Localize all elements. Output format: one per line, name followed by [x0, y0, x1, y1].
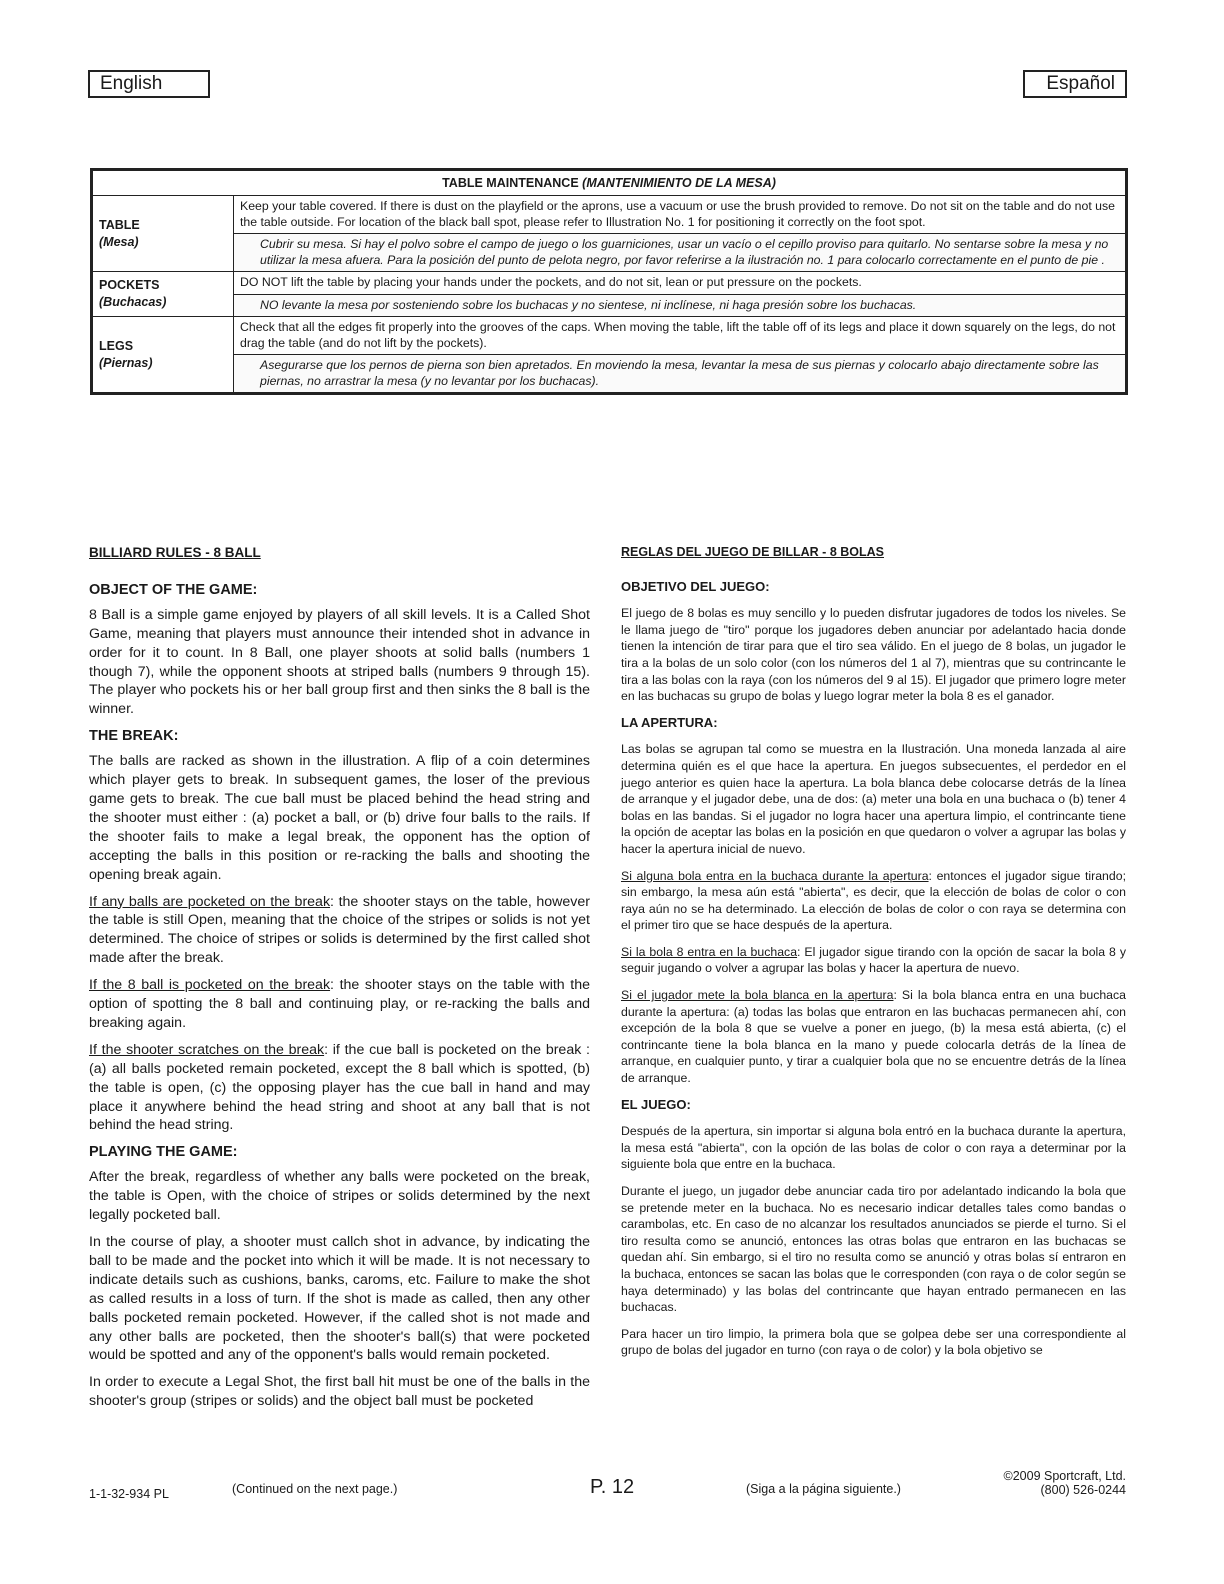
maintenance-text-en: DO NOT lift the table by placing your hands under the pockets, and do not sit, lean or put pressure on the pockets. [234, 272, 1127, 295]
phone-number: (800) 526-0244 [1040, 1483, 1126, 1497]
paragraph [621, 944, 1126, 977]
paragraph: Durante el juego, un jugador debe anunciar cada tiro por adelantado indicando la bola que se pretende meter en la buchaca. No es necesario indicar detalles tales como bandas o carambolas, etc. En caso de no alcanzar los resultados anunciados se pierde el turno. Si el tiro resulta como se anunció, entonces las otras bolas que entraron en las buchacas se quedan ahí. Sin embargo, si el tiro no resulta como se anunció y otras bolas sí entraron en la buchaca, entonces se sacan las bolas que le corresponden (con raya o de color según se haya determinado) y las bolas del contrincante que hayan entrado permanecen en las buchacas. [621, 1184, 1126, 1315]
paragraph [89, 1041, 590, 1136]
section-heading: LA APERTURA: [621, 714, 718, 730]
rule-lead: Si el jugador mete la bola blanca en la apertura [621, 988, 894, 1003]
section-heading: OBJETIVO DEL JUEGO: [621, 578, 770, 594]
rules-title: BILLIARD RULES - 8 BALL [89, 545, 261, 560]
paragraph [89, 976, 590, 1033]
copyright-block [960, 1469, 1126, 1497]
rule-lead: If any balls are pocketed on the break [89, 893, 331, 910]
maintenance-header [92, 170, 1127, 196]
maintenance-row-label [92, 196, 234, 272]
maintenance-text-es: Asegurarse que los pernos de pierna son bien apretados. En moviendo la mesa, levantar la mesa de sus piernas y colocarlo abajo directamente sobre las piernas, no arrastrar la mesa (y no levantar por los buchacas). [234, 355, 1127, 394]
row-label-es: (Buchacas) [99, 295, 167, 309]
row-label-en: TABLE [99, 217, 140, 232]
paragraph: In order to execute a Legal Shot, the first ball hit must be one of the balls in the shooter's group (stripes or solids) and the object ball must be pocketed [89, 1374, 590, 1410]
table-maintenance-table [90, 168, 1128, 395]
rule-text: : El jugador sigue tirando con la opción de sacar la bola 8 y seguir jugando o volver a agrupar las bolas y hacer la apertura de nuevo. [621, 944, 1126, 976]
english-language-label: English [88, 70, 210, 98]
paragraph: Después de la apertura, sin importar si alguna bola entró en la buchaca durante la apertura, la mesa está "abierta", con la opción de las bolas de color o con raya a determinar por la siguiente bola que entre en la buchaca. [621, 1124, 1126, 1172]
maintenance-row-label [92, 317, 234, 394]
section-heading: EL JUEGO: [621, 1096, 691, 1112]
rule-text: : entonces el jugador sigue tirando; sin embargo, la mesa aún está "abierta", es decir, que la elección de bolas de color o con raya aún no se ha determinado. La elección de bolas de color o con raya se determina con el primer tiro que se hace después de la apertura. [621, 868, 1126, 933]
maintenance-text-en: Keep your table covered. If there is dust on the playfield or the aprons, use a vacuum or use the brush provided to remove. Do not sit on the table and do not use the table outside. For location of the black ball spot, please refer to Illustration No. 1 for positioning it correctly on the foot spot. [234, 196, 1127, 234]
paragraph: El juego de 8 bolas es muy sencillo y lo pueden disfrutar jugadores de todos los niveles. Se le llama juego de "tiro" porque los jugadores deben anunciar por adelantado hacia donde tienen la intención de tirar para que el tiro sea válido. En el juego de 8 bolas, un jugador le tira a la bolas de un solo color (con los números del 1 al 7), mientras que su contrincante le tira a las bolas con la raya (con los números del 9 al 15). El jugador que primero logre meter en las buchacas su grupo de bolas y luego lograr meter la bola 8 es el ganador. [621, 606, 1126, 704]
paragraph [89, 893, 590, 969]
continued-note-es: (Siga a la página siguiente.) [746, 1482, 901, 1496]
row-label-en: LEGS [99, 338, 134, 353]
maintenance-text-es: Cubrir su mesa. Si hay el polvo sobre el campo de juego o los guarniciones, usar un vacío o el cepillo proviso para quitarlo. No sentarse sobre la mesa y no utilizar la mesa afuera. Para la posición del punto de pelota negro, por favor referirse a la ilustración no. 1 para colocarlo correctamente en el punto de pie . [234, 234, 1127, 272]
maintenance-title-es: (MANTENIMIENTO DE LA MESA) [582, 176, 776, 190]
paragraph [621, 868, 1126, 934]
row-label-es: (Piernas) [99, 355, 153, 370]
rule-lead: If the 8 ball is pocketed on the break [89, 977, 331, 994]
rule-lead: If the shooter scratches on the break [89, 1041, 325, 1058]
rule-text: : Si la bola blanca entra en una buchaca durante la apertura: (a) todas las bolas que entraron en las buchacas permanecen ahí, con excepción de la bola 8 que se vuelve a poner en juego, (b) la mesa está abierta, (c) el contrincante tiene la bola blanca en la mano y puede colocarla detrás de la línea de arranque, en cualquier punto, y tirar a cualquier bola que no se encuentre detrás de la línea de arranque. [621, 988, 1127, 1086]
paragraph: After the break, regardless of whether any balls were pocketed on the break, the table is Open, with the choice of stripes or solids determined by the next legally pocketed ball. [89, 1169, 590, 1224]
paragraph: In the course of play, a shooter must callch shot in advance, by indicating the ball to be made and the pocket into which it will be made. It is not necessary to indicate details such as cushions, banks, caroms, etc. Failure to make the shot as called results in a loss of turn. If the shot is made as called, then any other balls pocketed remain pocketed. However, if the called shot is not made and any other balls are pocketed, then the shooter's ball(s) that were pocketed would be spotted and any of the opponent's balls would remain pocketed. [89, 1234, 590, 1364]
maintenance-text-es: NO levante la mesa por sosteniendo sobre los buchacas y no sientese, ni inclínese, ni haga presión sobre los buchacas. [234, 294, 1127, 317]
paragraph: Las bolas se agrupan tal como se muestra en la Ilustración. Una moneda lanzada al aire determina quién es el que hace la apertura. En juegos subsecuentes, el perdedor en el juego anterior es quien hace la apertura. La bola blanca debe colocarse detrás de la línea de arranque y el jugador debe, una de dos: (a) meter una bola en una buchaca o (b) tener 4 bolas en las bandas. Si el jugador no logra hacer una apertura limpio, el contrincante tiene la opción de aceptar las bolas en la posición en que quedaron o volver a agrupar las bolas y hacer la apertura inicial de nuevo. [621, 742, 1126, 856]
continued-note-en: (Continued on the next page.) [232, 1482, 398, 1496]
rule-text: : the shooter stays on the table, however the table is still Open, meaning that the choice of the stripes or solids is not yet determined. The choice of stripes or solids is determined by the first called shot made after the break. [89, 893, 591, 967]
paragraph: Para hacer un tiro limpio, la primera bola que se golpea debe ser una correspondiente al grupo de bolas del jugador en turno (con raya o de color) y la bola objetivo se [621, 1326, 1126, 1358]
rule-lead: Si alguna bola entra en la buchaca durante la apertura [621, 868, 929, 883]
spanish-rules-column [621, 544, 1126, 1369]
document-code: 1-1-32-934 PL [89, 1487, 169, 1501]
rule-text: : the shooter stays on the table with the option of spotting the 8 ball and continuing play, or re-racking the balls and breaking again. [89, 977, 591, 1031]
section-heading: OBJECT OF THE GAME: [89, 581, 258, 598]
rules-title: REGLAS DEL JUEGO DE BILLAR - 8 BOLAS [621, 545, 884, 559]
maintenance-text-en: Check that all the edges fit properly into the grooves of the caps. When moving the table, lift the table off of its legs and place it down squarely on the legs, do not drag the table (and do not lift by the pockets). [234, 317, 1127, 355]
page-number: P. 12 [590, 1476, 635, 1498]
maintenance-row-label [92, 272, 234, 317]
paragraph: 8 Ball is a simple game enjoyed by players of all skill levels. It is a Called Shot Game, meaning that players must announce their intended shot in advance in order for it to count. In 8 Ball, one player shoots at solid balls (numbers 1 though 7), while the opponent shoots at striped balls (numbers 9 through 15). The player who pockets his or her ball group first and then sinks the 8 ball is the winner. [89, 606, 590, 718]
section-heading: PLAYING THE GAME: [89, 1144, 238, 1161]
paragraph [621, 987, 1126, 1087]
row-label-en: POCKETS [99, 278, 160, 292]
row-label-es: (Mesa) [99, 234, 139, 249]
paragraph: The balls are racked as shown in the illustration. A flip of a coin determines which player gets to break. In subsequent games, the loser of the previous game gets to break. The cue ball must be placed behind the head string and the shooter must either : (a) pocket a ball, or (b) drive four balls to the rails. If the shooter fails to make a legal break, the opponent has the option of accepting the balls in this position or re-racking the balls and shooting the opening break again. [89, 753, 590, 883]
rule-text: : if the cue ball is pocketed on the break : (a) all balls pocketed remain pocketed, except the 8 ball which is spotted, (b) the table is open, (c) the opposing player has the cue ball in hand and may place it anywhere behind the head string and shoot at any ball that is not behind the head string. [89, 1041, 590, 1134]
rule-lead: Si la bola 8 entra en la buchaca [621, 944, 798, 959]
section-heading: THE BREAK: [89, 728, 179, 745]
english-rules-column [89, 544, 590, 1419]
copyright: ©2009 Sportcraft, Ltd. [1003, 1469, 1126, 1483]
spanish-language-label: Español [1023, 70, 1127, 98]
maintenance-title: TABLE MAINTENANCE [442, 176, 579, 190]
